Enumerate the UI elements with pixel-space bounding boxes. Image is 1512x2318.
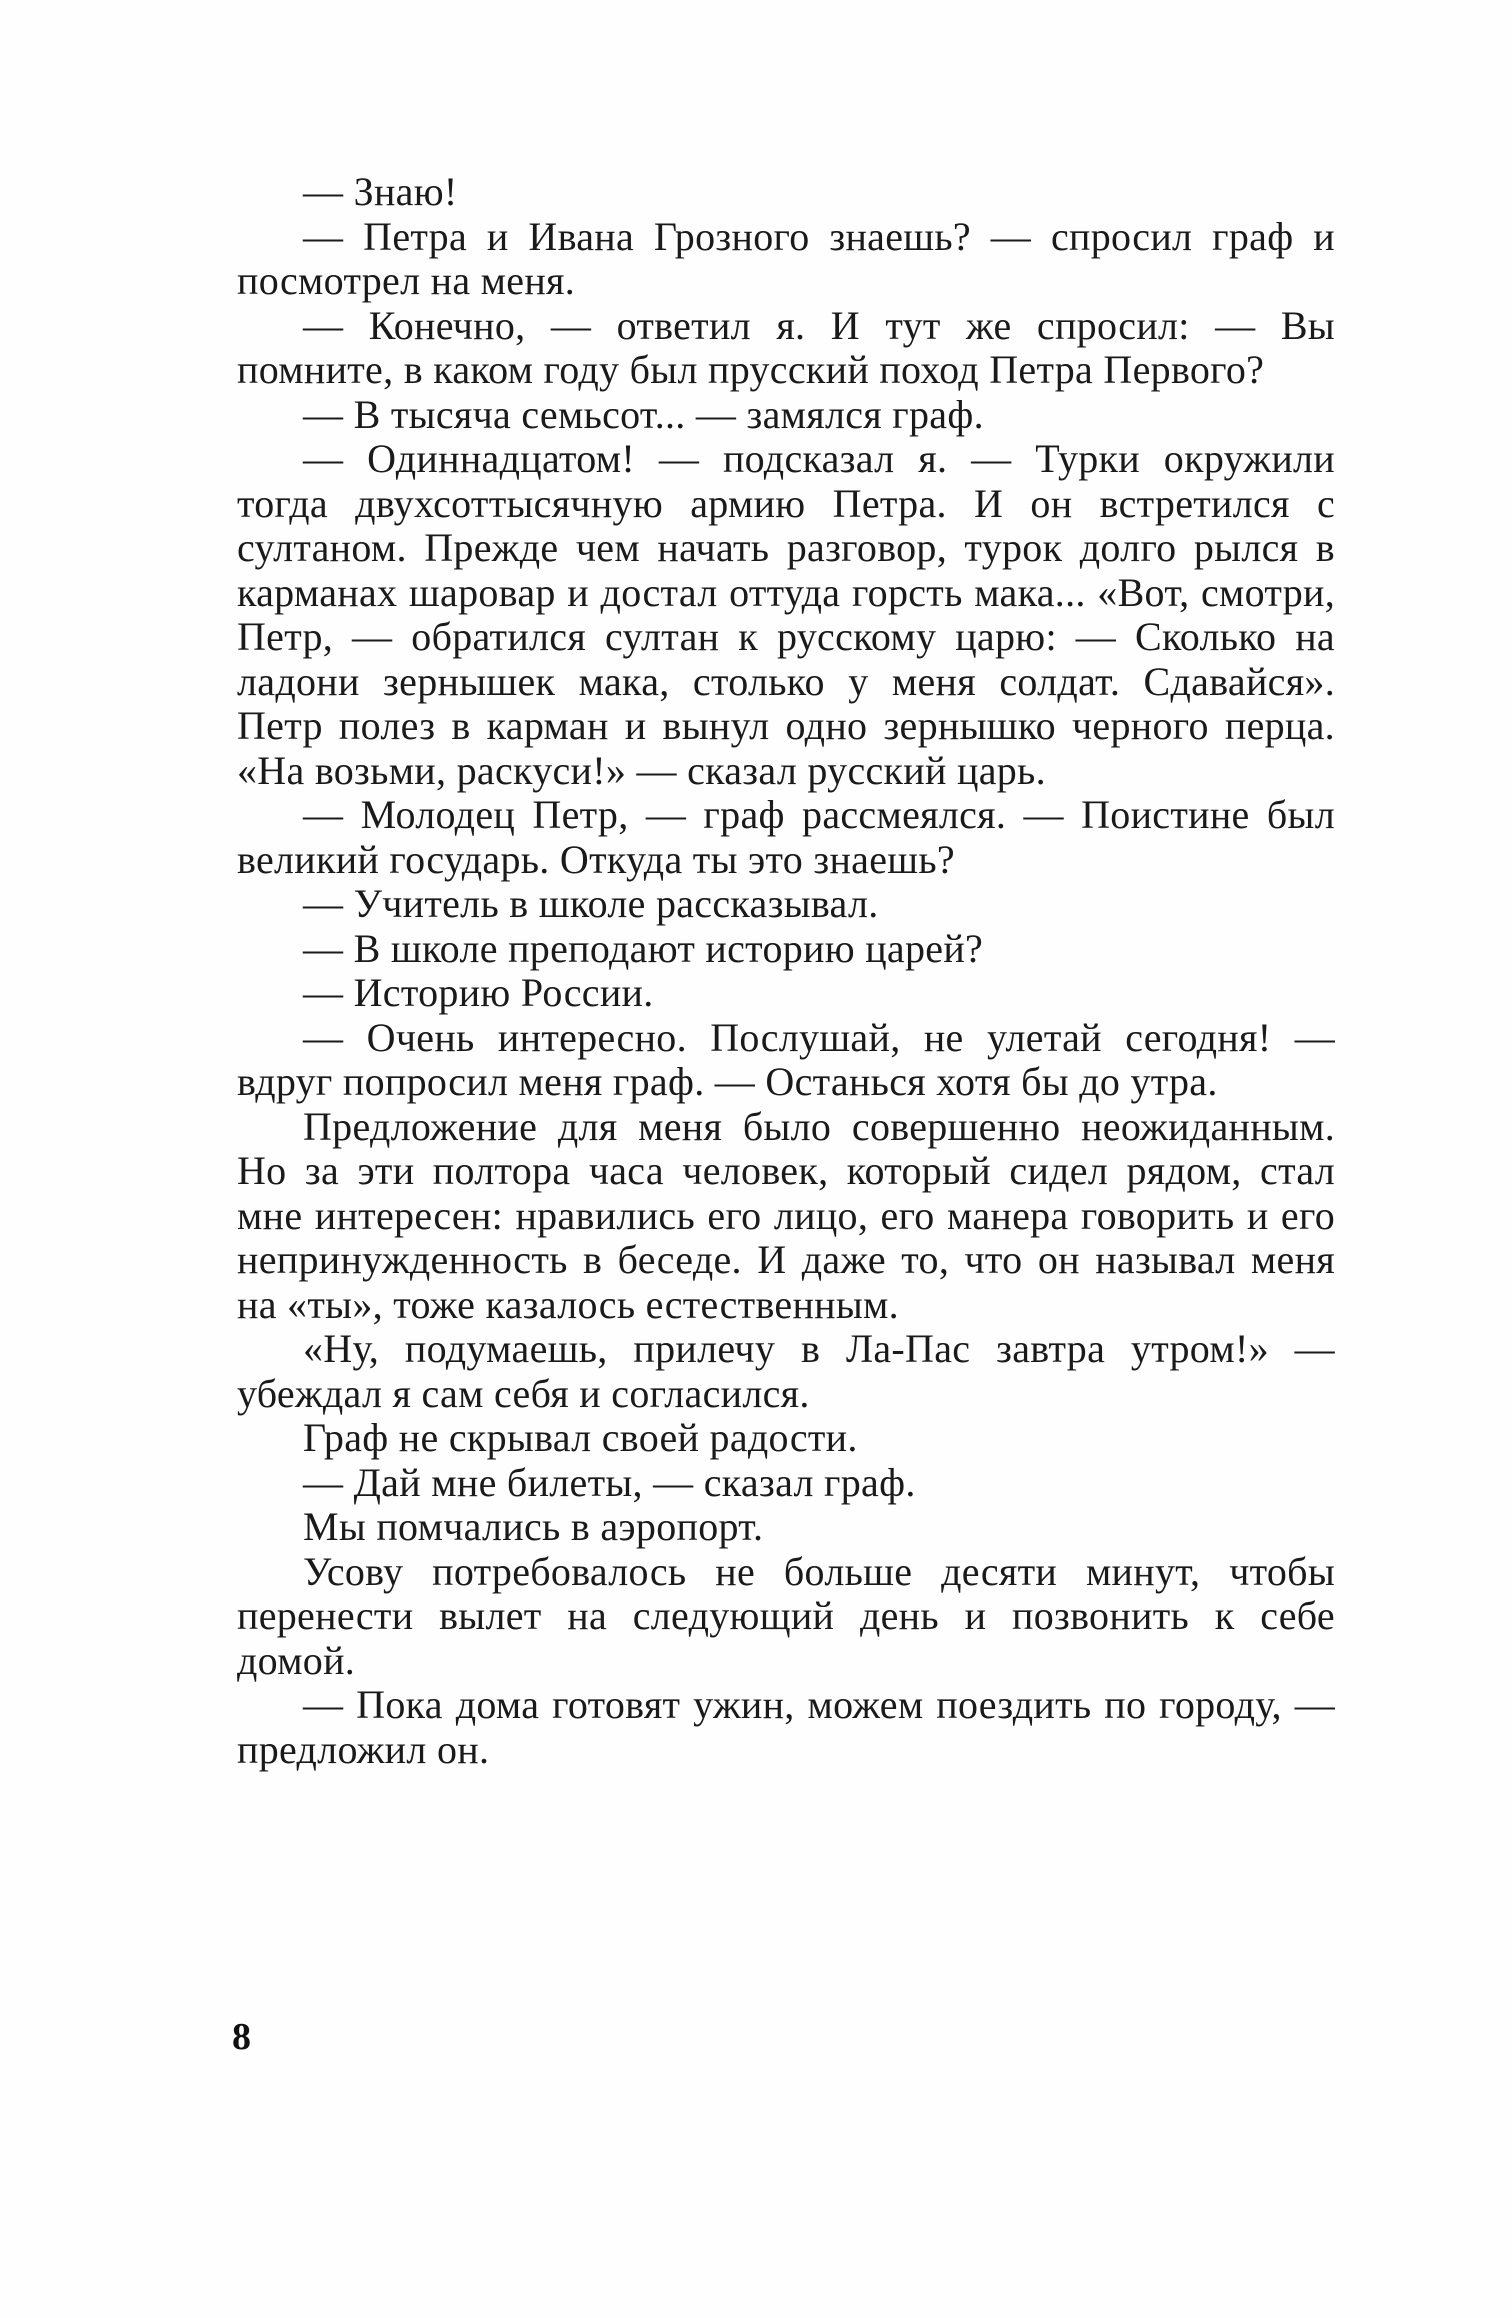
paragraph: — Учитель в школе рассказывал. — [303, 881, 879, 926]
paragraph: — В тысяча семьсот... — замялся граф. — [303, 391, 984, 437]
body-text — [237, 170, 1335, 1772]
paragraph: — Молодец Петр, — граф рассмеялся. — Поистине был великий государь. Откуда ты это знаешь? — [237, 792, 1335, 882]
paragraph: — Пока дома готовят ужин, можем поездить по городу, — предложил он. — [237, 1682, 1335, 1772]
paragraph: — Конечно, — ответил я. И тут же спросил: — Вы помните, в каком году был прусский поход Петра Первого? — [237, 302, 1335, 392]
paragraph: — Петра и Ивана Грозного знаешь? — спросил граф и посмотрел на меня. — [237, 213, 1335, 303]
paragraph: Предложение для меня было совершенно неожиданным. Но за эти полтора часа человек, который сидел рядом, стал мне интересен: нравились его лицо, его манера говорить и его непринужденность в беседе. И даже то, что он называл меня на «ты», тоже казалось естественным. — [237, 1103, 1335, 1327]
paragraph: «Ну, подумаешь, прилечу в Ла-Пас завтра утром!» — убеждал я сам себя и согласился. — [237, 1326, 1335, 1416]
paragraph: — Одиннадцатом! — подсказал я. — Турки окружили тогда двухсоттысячную армию Петра. И он встретился с султаном. Прежде чем начать разговор, турок долго рылся в карманах шаровар и достал оттуда горсть мака... «Вот, смотри, Петр, — обратился султан к русскому царю: — Сколько на ладони зернышек мака, столько у меня солдат. Сдавайся». Петр полез в карман и вынул одно зернышко черного перца. «На возьми, раскуси!» — сказал русский царь. — [237, 436, 1335, 793]
paragraph: — В школе преподают историю царей? — [303, 925, 984, 971]
paragraph: Граф не скрывал своей радости. — [303, 1415, 858, 1460]
paragraph: — Очень интересно. Послушай, не улетай сегодня! — вдруг попросил меня граф. — Останься хотя бы до утра. — [237, 1014, 1335, 1104]
paragraph: — Знаю! — [303, 169, 458, 214]
paragraph: Мы помчались в аэропорт. — [303, 1504, 764, 1549]
page-number: 8 — [232, 2016, 251, 2058]
paragraph: Усову потребовалось не больше десяти минут, чтобы перенести вылет на следующий день и позвонить к себе домой. — [237, 1548, 1335, 1683]
paragraph: — Историю России. — [303, 970, 654, 1015]
paragraph: — Дай мне билеты, — сказал граф. — [303, 1459, 916, 1505]
